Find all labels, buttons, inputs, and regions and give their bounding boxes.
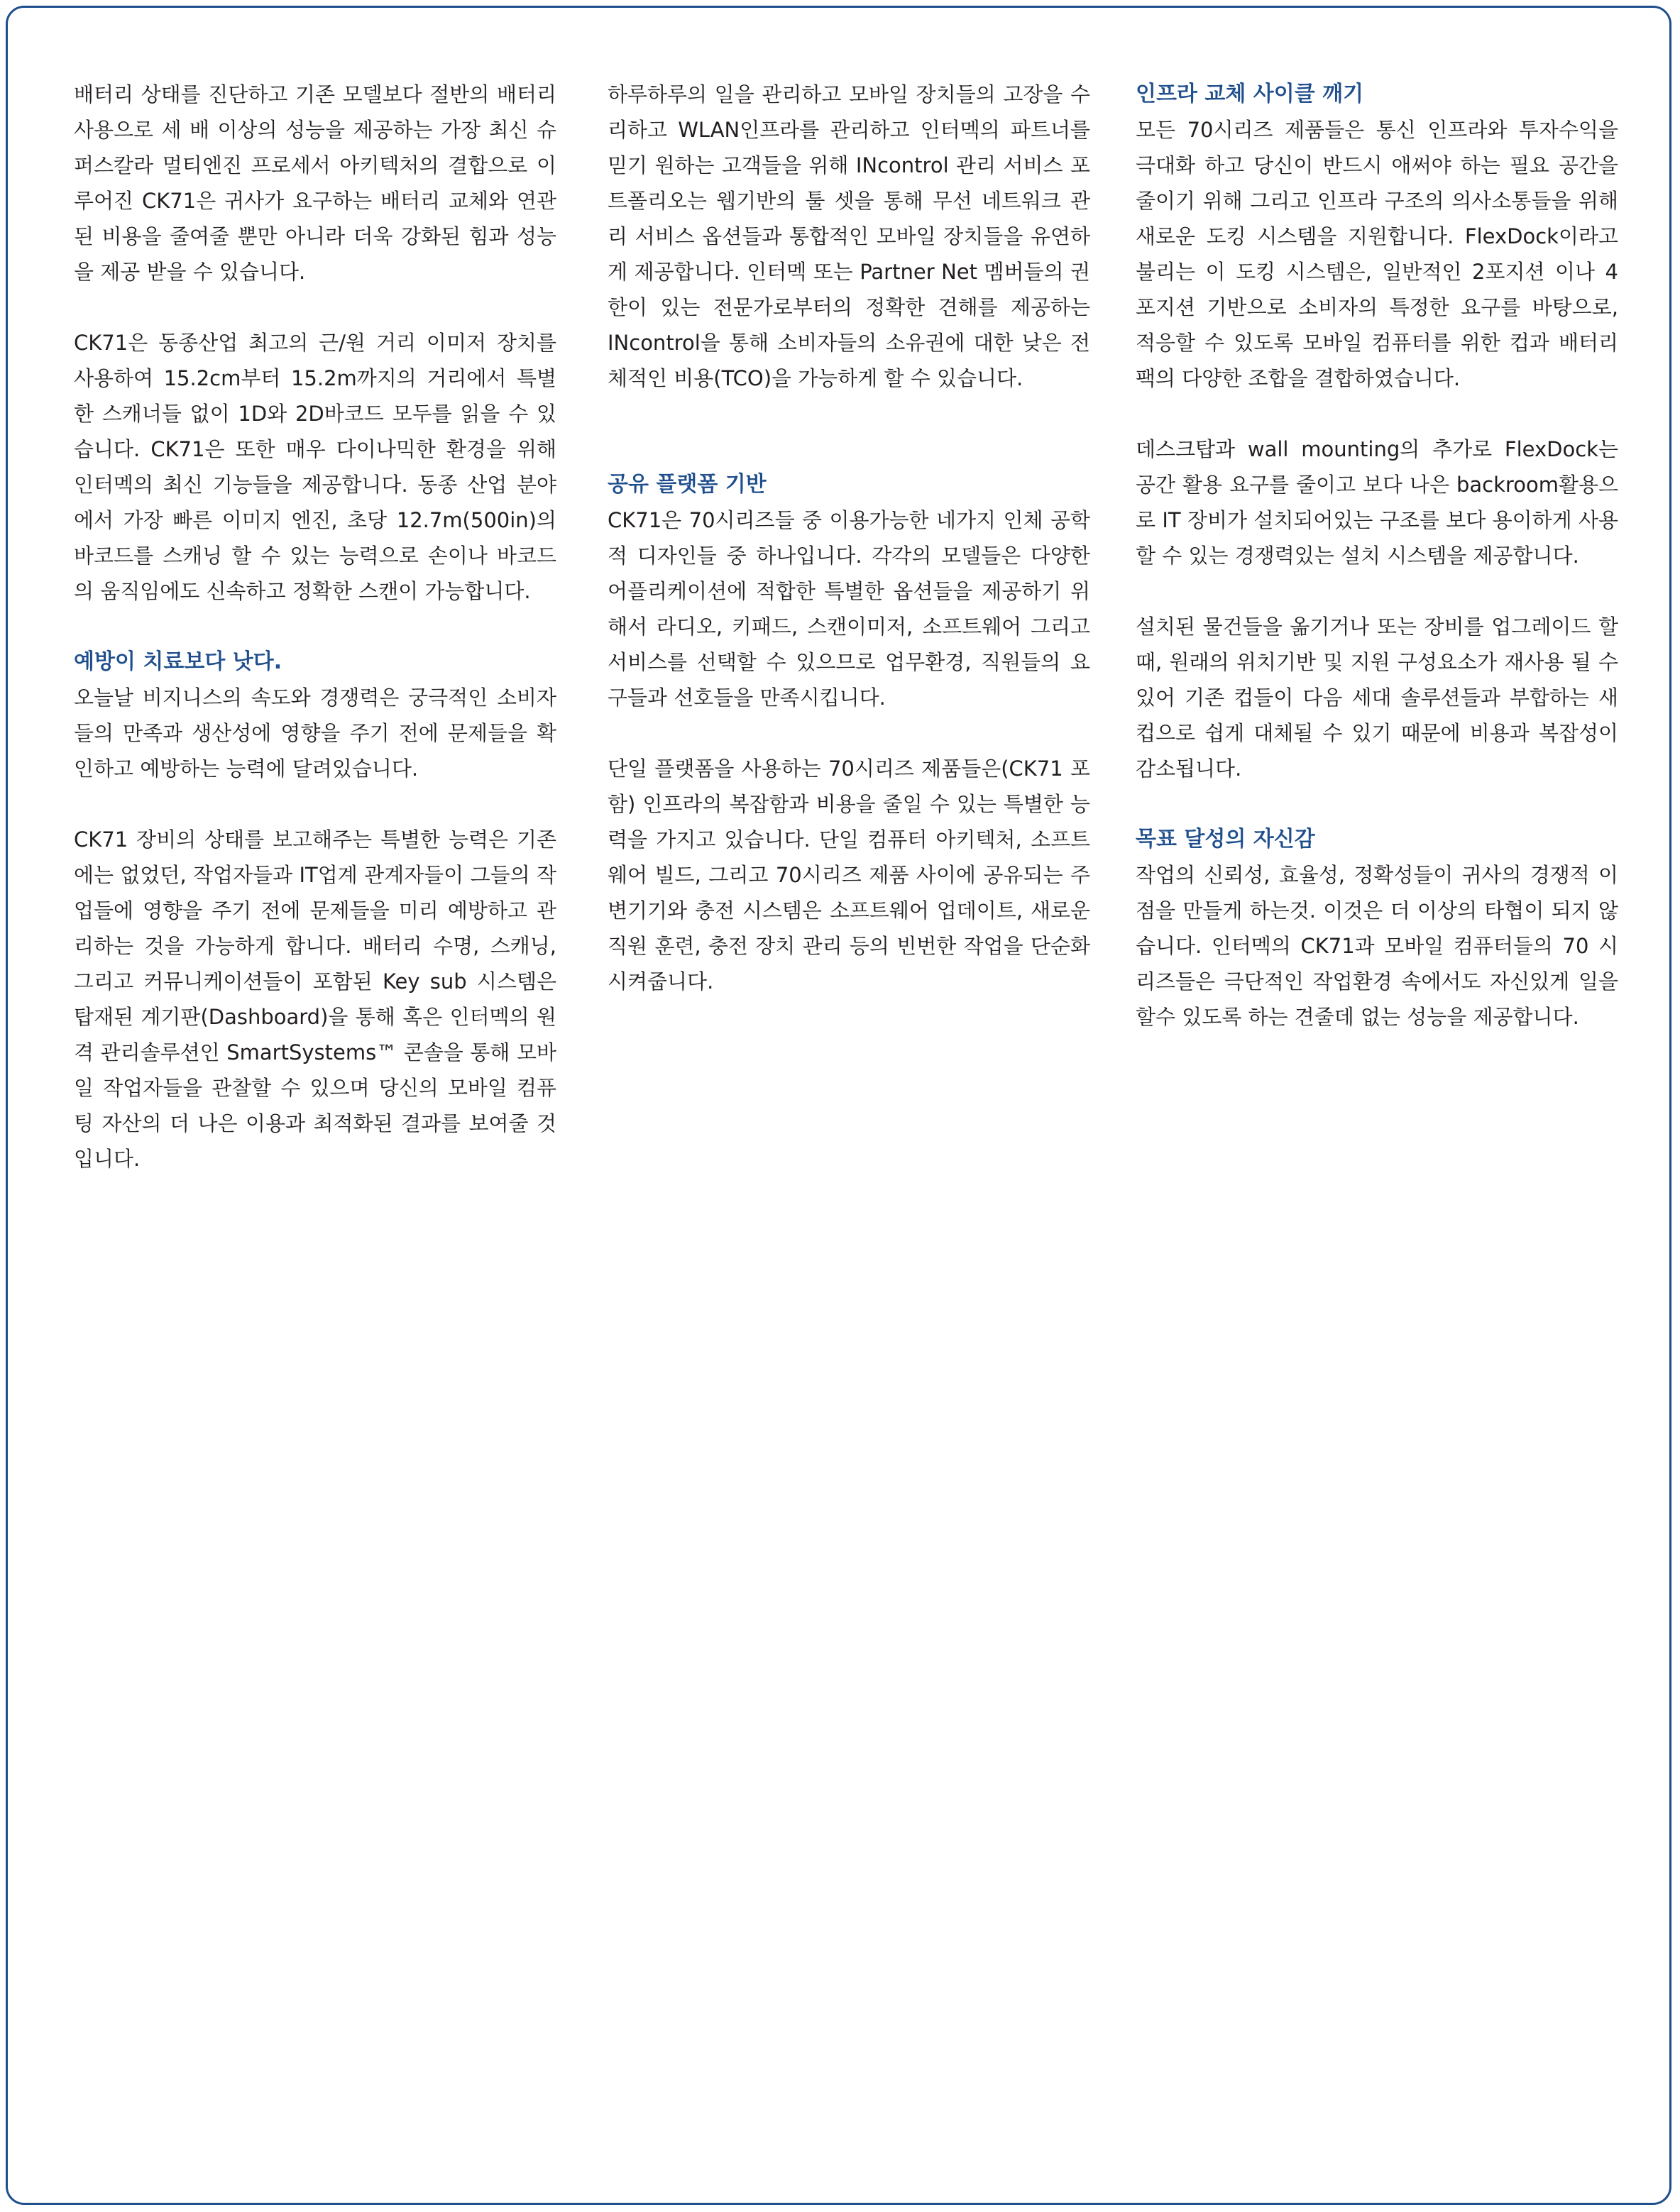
column-middle <box>608 77 1090 999</box>
section-heading: 목표 달성의 자신감 <box>1136 827 1315 852</box>
section-heading: 공유 플랫폼 기반 <box>608 472 767 497</box>
paragraph: 데스크탑과 wall mounting의 추가로 FlexDock는 공간 활용 요구를 줄이고 보다 나은 backroom활용으로 IT 장비가 설치되어있는 구조를 보다 용이하게 사용할 수 있는 경쟁력있는 설치 시스템을 제공합니다. <box>1136 437 1618 568</box>
column-left <box>74 77 556 1177</box>
paragraph: 모든 70시리즈 제품들은 통신 인프라와 투자수익을 극대화 하고 당신이 반드시 애써야 하는 필요 공간을 줄이기 위해 그리고 인프라 구조의 의사소통들을 위해 새로운 도킹 시스템을 지원합니다. FlexDock이라고 불리는 이 도킹 시스템은, 일반적인 2포지션 이나 4 포지션 기반으로 소비자의 특정한 요구를 바탕으로, 적응할 수 있도록 모바일 컴퓨터를 위한 컵과 배터리 팩의 다양한 조합을 결합하였습니다. <box>1136 118 1618 390</box>
paragraph: CK71은 동종산업 최고의 근/원 거리 이미저 장치를 사용하여 15.2cm부터 15.2m까지의 거리에서 특별한 스캐너들 없이 1D와 2D바코드 모두를 읽을 수 있습니다. CK71은 또한 매우 다이나믹한 환경을 위해 인터멕의 최신 기능들을 제공합니다. 동종 산업 분야에서 가장 빠른 이미지 엔진, 초당 12.7m(500in)의 바코드를 스캐닝 할 수 있는 능력으로 손이나 바코드의 움직임에도 신속하고 정확한 스캔이 가능합니다. <box>74 331 556 603</box>
section-heading: 예방이 치료보다 낫다. <box>74 649 282 674</box>
paragraph: 작업의 신뢰성, 효율성, 정확성들이 귀사의 경쟁적 이점을 만들게 하는것. 이것은 더 이상의 타협이 되지 않습니다. 인터멕의 CK71과 모바일 컴퓨터들의 70 시리즈들은 극단적인 작업환경 속에서도 자신있게 일을 할수 있도록 하는 견줄데 없는 성능을 제공합니다. <box>1136 863 1618 1029</box>
paragraph: 하루하루의 일을 관리하고 모바일 장치들의 고장을 수리하고 WLAN인프라를 관리하고 인터멕의 파트너를 믿기 원하는 고객들을 위해 INcontrol 관리 서비스 포트폴리오는 웹기반의 툴 셋을 통해 무선 네트워크 관리 서비스 옵션들과 통합적인 모바일 장치들을 유연하게 제공합니다. 인터멕 또는 Partner Net 멤버들의 권한이 있는 전문가로부터의 정확한 견해를 제공하는 INcontrol을 통해 소비자들의 소유권에 대한 낮은 전체적인 비용(TCO)을 가능하게 할 수 있습니다. <box>608 82 1090 390</box>
column-right <box>1136 77 1618 1035</box>
paragraph: 오늘날 비지니스의 속도와 경쟁력은 궁극적인 소비자들의 만족과 생산성에 영향을 주기 전에 문제들을 확인하고 예방하는 능력에 달려있습니다. <box>74 686 556 781</box>
paragraph: 단일 플랫폼을 사용하는 70시리즈 제품들은(CK71 포함) 인프라의 복잡함과 비용을 줄일 수 있는 특별한 능력을 가지고 있습니다. 단일 컴퓨터 아키텍처, 소프트웨어 빌드, 그리고 70시리즈 제품 사이에 공유되는 주변기기와 충전 시스템은 소프트웨어 업데이트, 새로운 직원 훈련, 충전 장치 관리 등의 빈번한 작업을 단순화 시켜줍니다. <box>608 756 1090 994</box>
section-heading: 인프라 교체 사이클 깨기 <box>1136 82 1364 106</box>
paragraph: CK71 장비의 상태를 보고해주는 특별한 능력은 기존에는 없었던, 작업자들과 IT업계 관계자들이 그들의 작업들에 영향을 주기 전에 문제들을 미리 예방하고 관리하는 것을 가능하게 합니다. 배터리 수명, 스캐닝, 그리고 커뮤니케이션들이 포함된 Key sub 시스템은 탑재된 계기판(Dashboard)을 통해 혹은 인터멕의 원격 관리솔루션인 SmartSystems™ 콘솔을 통해 모바일 작업자들을 관찰할 수 있으며 당신의 모바일 컴퓨팅 자산의 더 나은 이용과 최적화된 결과를 보여줄 것입니다. <box>74 827 556 1171</box>
paragraph: 설치된 물건들을 옮기거나 또는 장비를 업그레이드 할 때, 원래의 위치기반 및 지원 구성요소가 재사용 될 수 있어 기존 컵들이 다음 세대 솔루션들과 부합하는 새 컵으로 쉽게 대체될 수 있기 때문에 비용과 복잡성이 감소됩니다. <box>1136 615 1618 781</box>
paragraph: 배터리 상태를 진단하고 기존 모델보다 절반의 배터리 사용으로 세 배 이상의 성능을 제공하는 가장 최신 슈퍼스칼라 멀티엔진 프로세서 아키텍처의 결합으로 이루어진 CK71은 귀사가 요구하는 배터리 교체와 연관된 비용을 줄여줄 뿐만 아니라 더욱 강화된 힘과 성능을 제공 받을 수 있습니다. <box>74 82 556 284</box>
paragraph: CK71은 70시리즈들 중 이용가능한 네가지 인체 공학적 디자인들 중 하나입니다. 각각의 모델들은 다양한 어플리케이션에 적합한 특별한 옵션들을 제공하기 위해서 라디오, 키패드, 스캔이미저, 소프트웨어 그리고 서비스를 선택할 수 있으므로 업무환경, 직원들의 요구들과 선호들을 만족시킵니다. <box>608 508 1090 710</box>
